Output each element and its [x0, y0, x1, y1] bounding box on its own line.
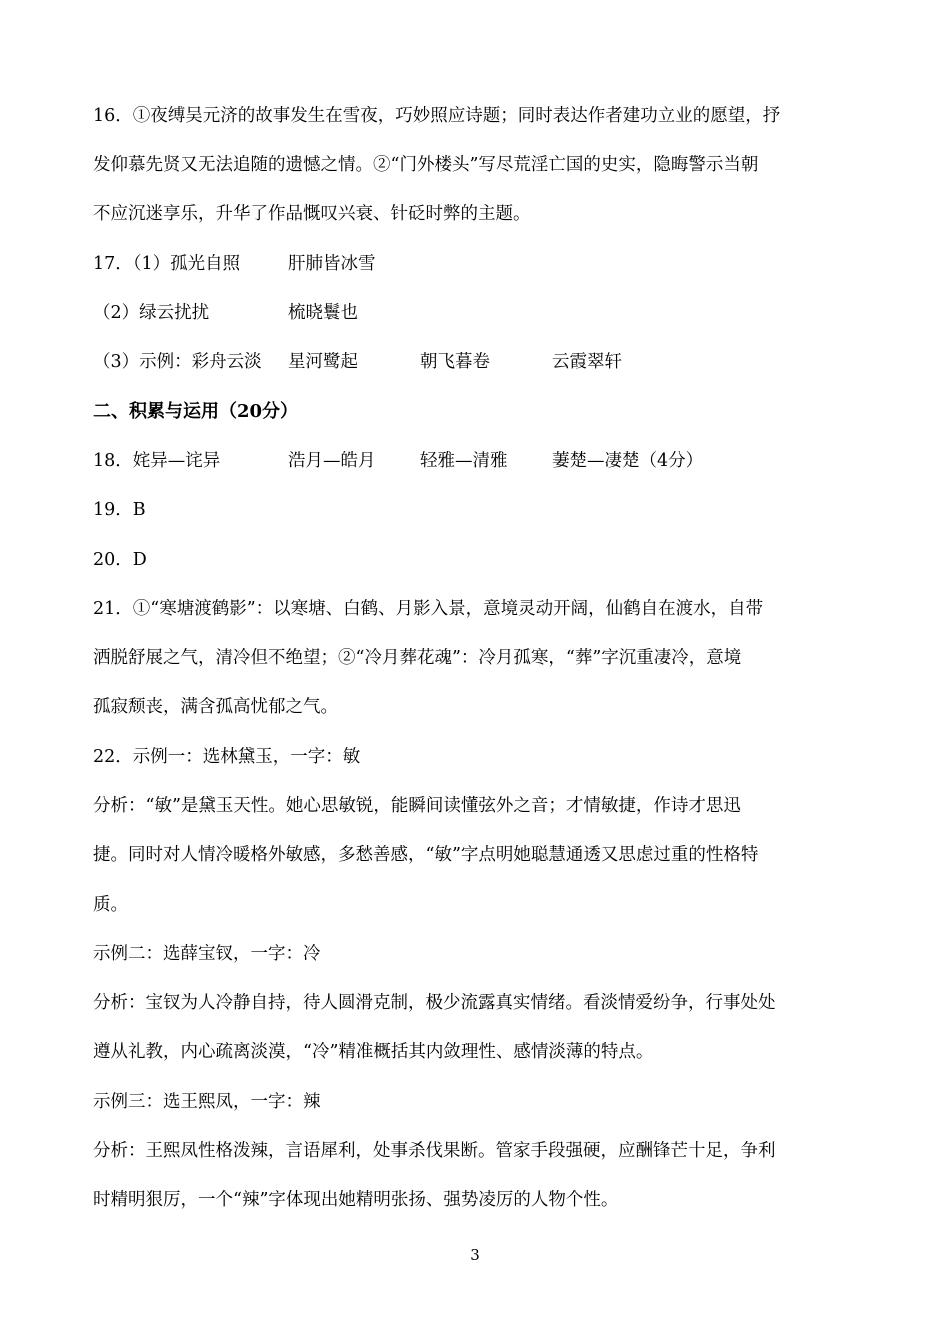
answer-18-row [93, 449, 863, 473]
answer-18-a: 18．姹异—诧异 [93, 451, 221, 471]
answer-17-row-2 [93, 301, 863, 325]
answer-21-line-1: 21．①“寒塘渡鹤影”：以寒塘、白鹤、月影入景，意境灵动开阔，仙鹤自在渡水，自带 [93, 599, 764, 619]
answer-17-1-b: 肝肺皆冰雪 [288, 254, 376, 274]
answer-16-line-1: 16．①夜缚吴元济的故事发生在雪夜，巧妙照应诗题；同时表达作者建功立业的愿望，抒 [93, 106, 781, 126]
answer-16-line-3: 不应沉迷享乐，升华了作品慨叹兴衰、针砭时弊的主题。 [93, 204, 531, 224]
answer-21-line-3: 孤寂颓丧，满含孤高忧郁之气。 [93, 697, 338, 717]
analysis-3-line-2: 时精明狠厉，一个“辣”字体现出她精明张扬、强势凌厉的人物个性。 [93, 1190, 619, 1210]
analysis-2-line-2: 遵从礼教，内心疏离淡漠，“冷”精准概括其内敛理性、感情淡薄的特点。 [93, 1042, 654, 1062]
answer-22-example-3: 示例三：选王熙凤，一字：辣 [93, 1092, 321, 1112]
analysis-3-line-1: 分析：王熙凤性格泼辣，言语犀利，处事杀伐果断。管家手段强硬，应酬锋芒十足，争利 [93, 1141, 776, 1161]
section-heading: 二、积累与运用（20分） [93, 401, 299, 422]
analysis-1-line-1: 分析：“敏”是黛玉天性。她心思敏锐，能瞬间读懂弦外之音；才情敏捷，作诗才思迅 [93, 796, 741, 816]
page-number: 3 [470, 1246, 480, 1264]
answer-22-example-2: 示例二：选薛宝钗，一字：冷 [93, 944, 321, 964]
answer-20: 20．D [93, 550, 147, 570]
answer-21-line-2: 洒脱舒展之气，清冷但不绝望；②“冷月葬花魂”：冷月孤寒，“葬”字沉重凄冷，意境 [93, 648, 742, 668]
answer-18-b: 浩月—皓月 [288, 451, 376, 471]
answer-17-3-c: 朝飞暮卷 [420, 352, 490, 372]
answer-17-row-1 [93, 252, 863, 276]
answer-18-d: 萋楚—凄楚（4分） [552, 451, 704, 471]
answer-17-2-a: （2）绿云扰扰 [93, 303, 210, 323]
answer-17-3-a: （3）示例：彩舟云淡 [93, 352, 262, 372]
analysis-1-line-2: 捷。同时对人情冷暖格外敏感，多愁善感，“敏”字点明她聪慧通透又思虑过重的性格特 [93, 845, 759, 865]
answer-17-3-d: 云霞翠轩 [552, 352, 622, 372]
answer-17-2-b: 梳晓鬟也 [288, 303, 358, 323]
analysis-1-line-3: 质。 [93, 895, 128, 915]
answer-17-3-b: 星河鹭起 [288, 352, 358, 372]
answer-18-c: 轻雅—清雅 [420, 451, 508, 471]
answer-17-1-a: 17．（1）孤光自照 [93, 254, 241, 274]
analysis-2-line-1: 分析：宝钗为人冷静自持，待人圆滑克制，极少流露真实情绪。看淡情爱纷争，行事处处 [93, 993, 776, 1013]
answer-19: 19．B [93, 500, 146, 520]
answer-16-line-2: 发仰慕先贤又无法追随的遗憾之情。②“门外楼头”写尽荒淫亡国的史实，隐晦警示当朝 [93, 155, 759, 175]
answer-17-row-3 [93, 350, 863, 374]
answer-22-example-1: 22．示例一：选林黛玉，一字：敏 [93, 747, 361, 767]
